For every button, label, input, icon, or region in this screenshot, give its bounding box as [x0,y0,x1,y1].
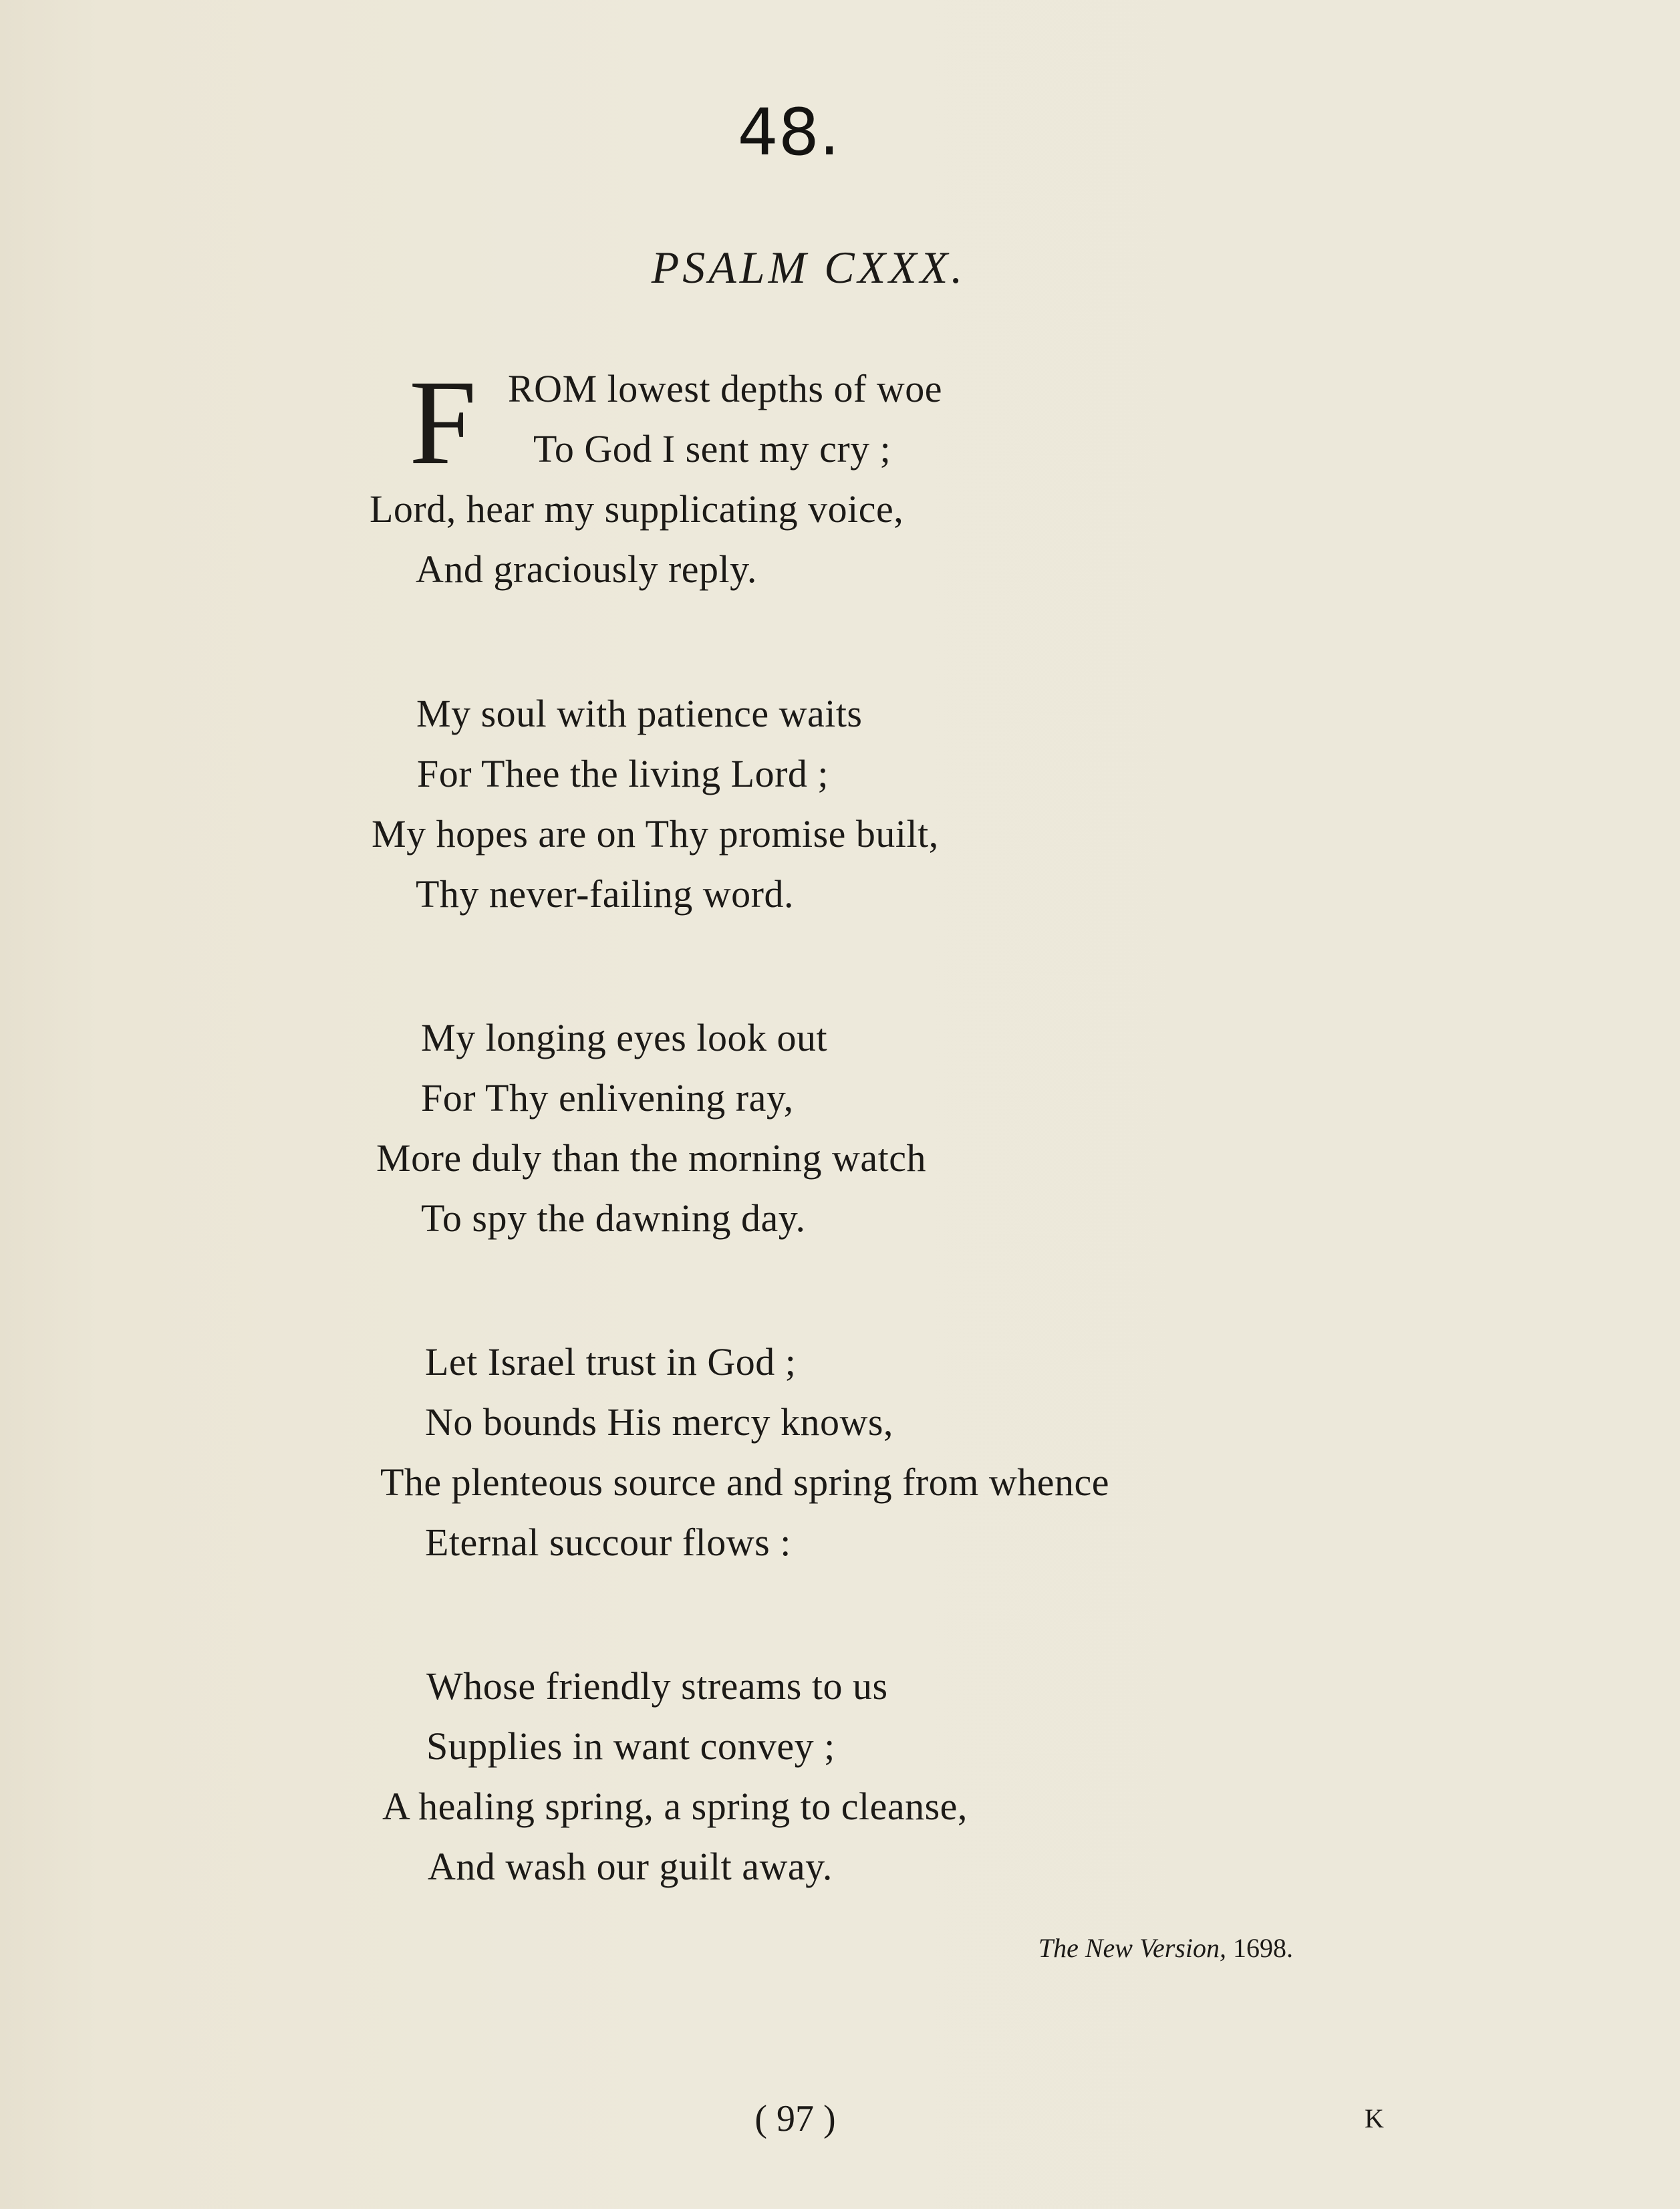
poem-line: Lord, hear my supplicating voice, [370,487,904,531]
poem-line: My hopes are on Thy promise built, [372,812,939,856]
poem-line: And graciously reply. [416,547,757,591]
poem-line: Supplies in want convey ; [426,1724,835,1768]
poem-line: Thy never-failing word. [416,872,794,916]
poem-line: For Thy enlivening ray, [421,1076,794,1120]
poem-line: Whose friendly streams to us [426,1664,888,1708]
poem-line: No bounds His mercy knows, [425,1400,893,1444]
poem-line: Eternal succour flows : [425,1521,791,1564]
poem-line: Let Israel trust in God ; [425,1340,797,1384]
poem-line: For Thee the living Lord ; [417,752,829,795]
poem-line: To spy the dawning day. [421,1196,806,1240]
poem-line: And wash our guilt away. [428,1845,833,1888]
psalm-title: PSALM CXXX. [651,242,966,293]
drop-cap: F [409,356,477,490]
signature-mark: K [1365,2103,1384,2133]
attribution-title: The New Version, [1038,1933,1226,1963]
poem-line: More duly than the morning watch [376,1136,926,1180]
hymn-number: 48. [737,95,840,170]
page-number: ( 97 ) [754,2098,836,2139]
poem-line: My soul with patience waits [416,692,863,735]
attribution-year: 1698. [1233,1933,1293,1963]
poem-line: A healing spring, a spring to cleanse, [382,1785,968,1828]
attribution [735,1928,1293,1968]
poem-line: ROM lowest depths of woe [508,367,942,410]
poem-line: To God I sent my cry ; [533,427,891,471]
poem-line: My longing eyes look out [421,1016,828,1059]
poem-line: The plenteous source and spring from whence [380,1460,1109,1504]
